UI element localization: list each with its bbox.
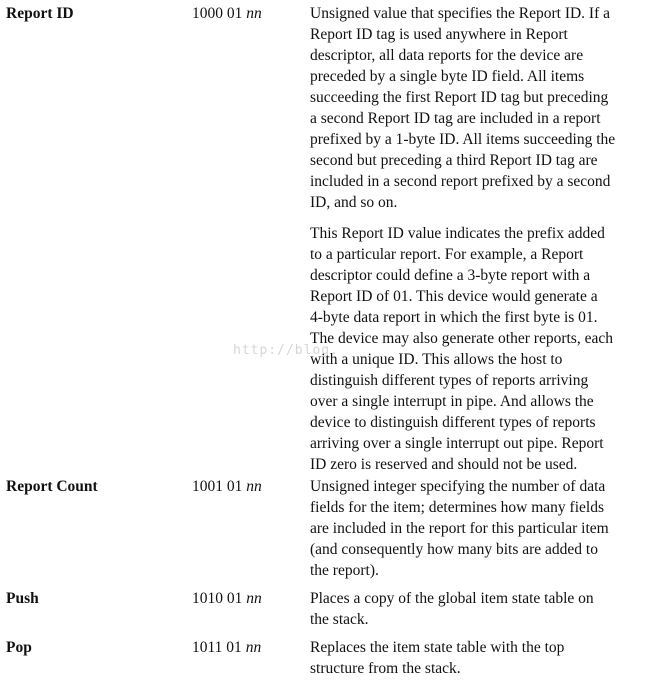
desc-line: descriptor could define a 3-byte report with a [310, 267, 591, 284]
desc-line: Unsigned value that specifies the Report ID. If a [310, 5, 611, 22]
item-code [192, 637, 261, 658]
desc-line: succeeding the first Report ID tag but preceding [310, 89, 609, 106]
desc-line: descriptor, all data reports for the device are [310, 47, 584, 64]
desc-line: distinguish different types of reports arriving [310, 372, 589, 389]
desc-line: ID, and so on. [310, 194, 398, 211]
desc-line: over a single interrupt in pipe. And allows the [310, 393, 594, 410]
item-name: Report Count [6, 478, 98, 495]
desc-line: to a particular report. For example, a Report [310, 246, 584, 263]
description-paragraph [310, 3, 663, 213]
desc-line: This Report ID value indicates the prefix added [310, 225, 605, 242]
item-code [192, 588, 262, 609]
code-bits: 1001 01 [192, 478, 243, 495]
item-code [192, 3, 262, 24]
item-code [192, 476, 262, 497]
desc-line: device to distinguish different types of reports [310, 414, 596, 431]
code-var: nn [246, 590, 262, 607]
item-description [310, 3, 663, 475]
item-description [310, 476, 663, 581]
desc-line: with a unique ID. This allows the host to [310, 351, 563, 368]
desc-line: The device may also generate other reports, each [310, 330, 613, 347]
desc-line: arriving over a single interrupt out pipe. Report [310, 435, 604, 452]
desc-line: 4-byte data report in which the first byte is 01. [310, 309, 598, 326]
code-bits: 1010 01 [192, 590, 243, 607]
desc-line: Replaces the item state table with the top [310, 639, 565, 656]
code-var: nn [245, 639, 262, 656]
desc-line: are included in the report for this particular item [310, 520, 609, 537]
desc-line: ID zero is reserved and should not be used. [310, 456, 578, 473]
desc-line: prefixed by a 1-byte ID. All items succeeding the [310, 131, 616, 148]
item-name: Pop [6, 639, 32, 656]
code-bits: 1011 01 [192, 639, 242, 656]
desc-line: Places a copy of the global item state table on [310, 590, 594, 607]
desc-line: preceded by a single byte ID field. All items [310, 68, 585, 85]
desc-line: Unsigned integer specifying the number of data [310, 478, 606, 495]
code-bits: 1000 01 [192, 5, 243, 22]
item-description [310, 588, 663, 630]
desc-line: (and consequently how many bits are added to [310, 541, 598, 558]
code-var: nn [246, 478, 262, 495]
desc-line: the report). [310, 562, 379, 579]
description-paragraph [310, 223, 663, 475]
desc-line: a second Report ID tag are included in a report [310, 110, 601, 127]
desc-line: second but preceding a third Report ID tag are [310, 152, 598, 169]
desc-line: Report ID of 01. This device would generate a [310, 288, 598, 305]
item-name: Report ID [6, 5, 74, 22]
desc-line: included in a second report prefixed by a second [310, 173, 611, 190]
item-name: Push [6, 590, 39, 607]
desc-line: Report ID tag is used anywhere in Report [310, 26, 568, 43]
desc-line: fields for the item; determines how many fields [310, 499, 604, 516]
desc-line: the stack. [310, 611, 369, 628]
watermark: http://blog. [233, 343, 339, 358]
item-description [310, 637, 663, 679]
desc-line: structure from the stack. [310, 660, 461, 677]
code-var: nn [246, 5, 262, 22]
